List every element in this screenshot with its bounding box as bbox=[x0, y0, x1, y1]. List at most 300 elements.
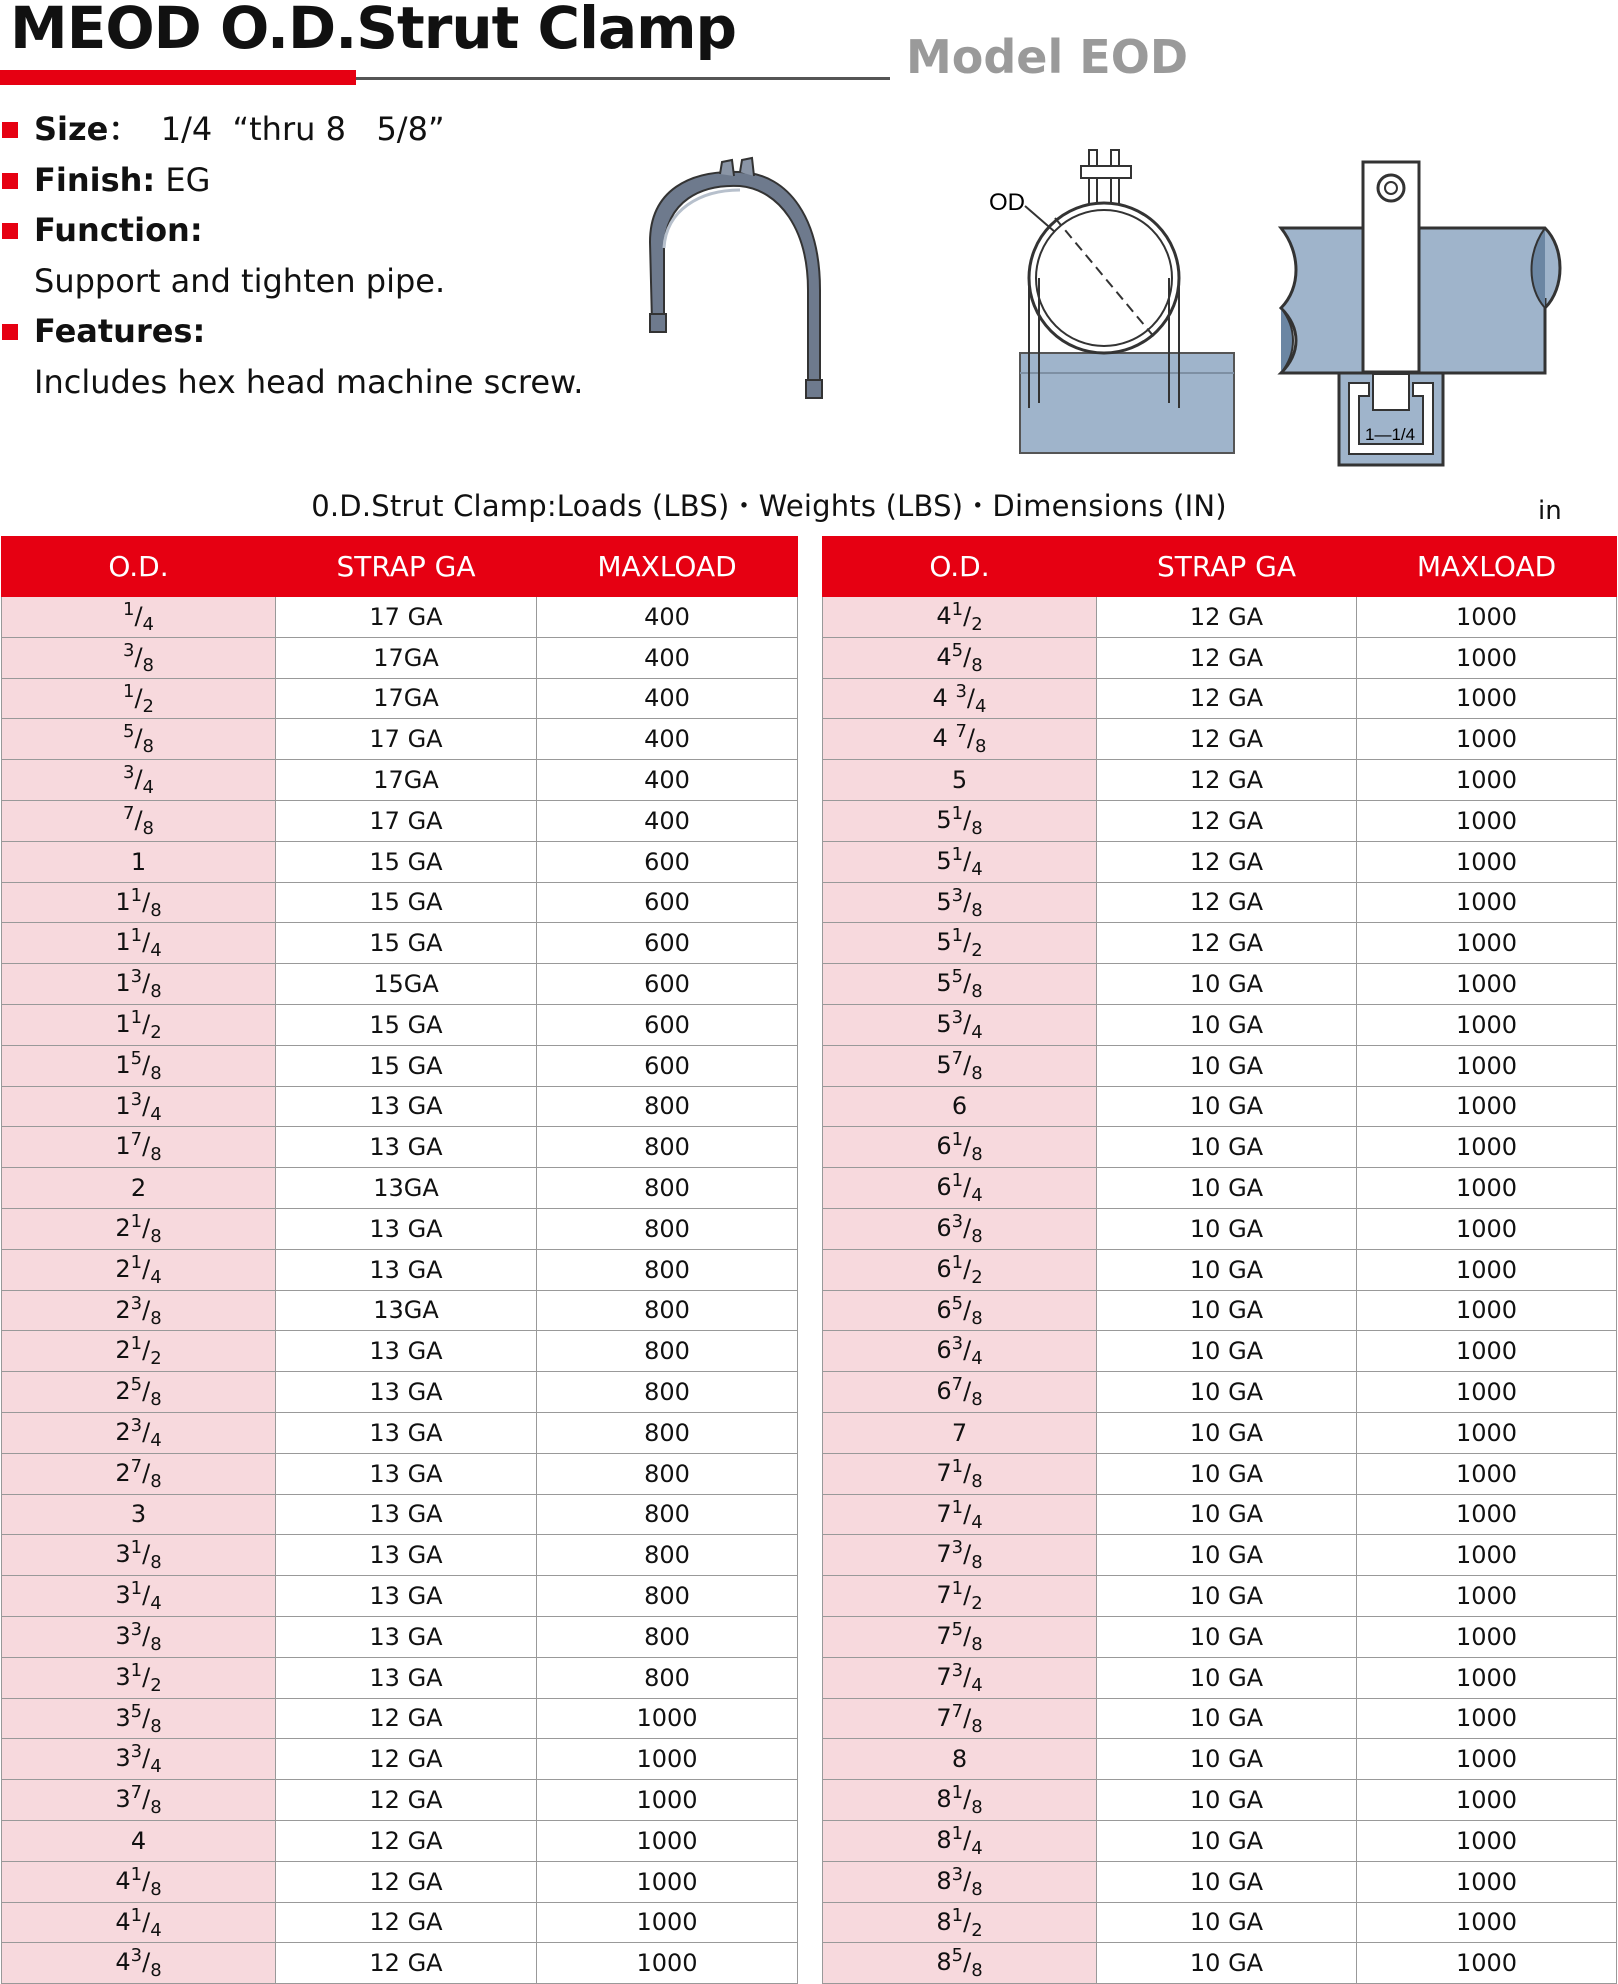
od-denominator: 8 bbox=[142, 736, 154, 758]
od-numerator: 1 bbox=[130, 1659, 143, 1681]
table-row bbox=[823, 719, 1617, 760]
strap-ga-cell: 17 GA bbox=[276, 719, 537, 760]
od-numerator: 1 bbox=[130, 1251, 143, 1273]
table-row bbox=[2, 1086, 798, 1127]
od-whole: 5 bbox=[936, 805, 952, 834]
maxload-cell: 800 bbox=[537, 1208, 798, 1249]
table-row bbox=[823, 1290, 1617, 1331]
od-cell: $5^3/_4$ bbox=[823, 1004, 1097, 1045]
od-cell: $^1/_2$ bbox=[2, 678, 276, 719]
od-numerator: 7 bbox=[123, 802, 135, 824]
od-numerator: 5 bbox=[130, 1047, 143, 1069]
od-whole: 2 bbox=[115, 1417, 131, 1446]
od-denominator: 8 bbox=[975, 736, 987, 758]
od-numerator: 3 bbox=[951, 1333, 964, 1355]
od-whole: 4 bbox=[115, 1907, 131, 1936]
maxload-cell: 400 bbox=[537, 760, 798, 801]
od-denominator: 8 bbox=[150, 1062, 162, 1084]
od-whole: 1 bbox=[115, 887, 131, 916]
channel-side-view-figure bbox=[1275, 158, 1565, 468]
od-cell: $4^1/_8$ bbox=[2, 1861, 276, 1902]
od-whole: 3 bbox=[115, 1540, 131, 1569]
od-whole: 5 bbox=[936, 1050, 952, 1079]
od-numerator: 1 bbox=[130, 925, 143, 947]
strap-ga-cell: 13 GA bbox=[276, 1331, 537, 1372]
od-numerator: 3 bbox=[130, 1741, 143, 1763]
od-denominator: 4 bbox=[971, 1348, 983, 1370]
od-denominator: 4 bbox=[150, 940, 162, 962]
strap-ga-cell: 17 GA bbox=[276, 800, 537, 841]
maxload-cell: 1000 bbox=[537, 1780, 798, 1821]
strap-ga-cell: 15GA bbox=[276, 964, 537, 1005]
maxload-cell: 1000 bbox=[537, 1861, 798, 1902]
od-denominator: 8 bbox=[971, 1062, 983, 1084]
od-whole: 7 bbox=[936, 1703, 952, 1732]
od-numerator: 3 bbox=[951, 1210, 964, 1232]
od-numerator: 3 bbox=[130, 1414, 143, 1436]
od-whole: 2 bbox=[115, 1295, 131, 1324]
table-row bbox=[823, 597, 1617, 638]
table-row bbox=[2, 719, 798, 760]
table-row bbox=[2, 1820, 798, 1861]
od-whole: 7 bbox=[936, 1662, 952, 1691]
od-cell: $2^5/_8$ bbox=[2, 1372, 276, 1413]
strap-ga-cell: 13 GA bbox=[276, 1535, 537, 1576]
model-label: Model EOD bbox=[906, 30, 1188, 84]
od-whole: 6 bbox=[936, 1173, 952, 1202]
strap-ga-cell: 13 GA bbox=[276, 1453, 537, 1494]
table-row bbox=[2, 1535, 798, 1576]
od-numerator: 1 bbox=[130, 1863, 143, 1885]
od-cell: 4 $^3/_4$ bbox=[823, 678, 1097, 719]
od-numerator: 1 bbox=[130, 1537, 143, 1559]
od-numerator: 3 bbox=[951, 884, 964, 906]
od-cell: $3^1/_8$ bbox=[2, 1535, 276, 1576]
strap-ga-cell: 10 GA bbox=[1097, 1698, 1357, 1739]
od-denominator: 4 bbox=[150, 1266, 162, 1288]
od-numerator: 1 bbox=[951, 1251, 964, 1273]
od-whole: 5 bbox=[936, 928, 952, 957]
table-row bbox=[2, 1290, 798, 1331]
od-denominator: 4 bbox=[142, 613, 154, 635]
od-numerator: 5 bbox=[951, 1945, 964, 1967]
od-cell: $^3/_8$ bbox=[2, 637, 276, 678]
strap-ga-cell: 10 GA bbox=[1097, 1168, 1357, 1209]
strap-ga-cell: 13 GA bbox=[276, 1616, 537, 1657]
header-od: O.D. bbox=[823, 537, 1097, 597]
od-cell: $3^3/_8$ bbox=[2, 1616, 276, 1657]
table-row bbox=[2, 1657, 798, 1698]
strap-ga-cell: 13GA bbox=[276, 1168, 537, 1209]
od-cell: $5^1/_4$ bbox=[823, 841, 1097, 882]
table-row bbox=[2, 841, 798, 882]
maxload-cell: 800 bbox=[537, 1372, 798, 1413]
table-row bbox=[2, 800, 798, 841]
od-denominator: 8 bbox=[150, 1144, 162, 1166]
od-whole: 8 bbox=[951, 1745, 968, 1774]
od-numerator: 3 bbox=[130, 1618, 143, 1640]
od-denominator: 4 bbox=[150, 1103, 162, 1125]
strap-ga-cell: 13 GA bbox=[276, 1657, 537, 1698]
od-denominator: 8 bbox=[971, 1960, 983, 1982]
od-whole: 8 bbox=[936, 1785, 952, 1814]
maxload-cell: 1000 bbox=[537, 1902, 798, 1943]
table-row bbox=[2, 882, 798, 923]
od-denominator: 8 bbox=[150, 1225, 162, 1247]
strap-ga-cell: 13 GA bbox=[276, 1127, 537, 1168]
od-whole: 7 bbox=[936, 1499, 952, 1528]
od-cell: $6^1/_4$ bbox=[823, 1168, 1097, 1209]
od-cell: $4^1/_4$ bbox=[2, 1902, 276, 1943]
od-whole: 4 bbox=[936, 642, 952, 671]
od-cell: $5^1/_2$ bbox=[823, 923, 1097, 964]
maxload-cell: 600 bbox=[537, 882, 798, 923]
od-numerator: 1 bbox=[951, 1822, 964, 1844]
od-cell: $7^3/_8$ bbox=[823, 1535, 1097, 1576]
table-row bbox=[2, 1453, 798, 1494]
od-cell: $1^1/_8$ bbox=[2, 882, 276, 923]
header-maxload: MAXLOAD bbox=[537, 537, 798, 597]
od-numerator: 5 bbox=[130, 1374, 143, 1396]
maxload-cell: 1000 bbox=[537, 1698, 798, 1739]
od-numerator: 1 bbox=[130, 1210, 143, 1232]
od-denominator: 4 bbox=[975, 695, 987, 717]
od-denominator: 2 bbox=[971, 1266, 983, 1288]
strap-ga-cell: 12 GA bbox=[1097, 597, 1357, 638]
table-row bbox=[2, 1331, 798, 1372]
maxload-cell: 600 bbox=[537, 841, 798, 882]
table-row bbox=[823, 1494, 1617, 1535]
od-cell: $2^7/_8$ bbox=[2, 1453, 276, 1494]
spec-size-label: Size： bbox=[34, 110, 141, 148]
od-whole: 3 bbox=[115, 1703, 131, 1732]
table-row bbox=[2, 964, 798, 1005]
spec-size-value: 1/4 “thru 8 5/8” bbox=[140, 110, 445, 148]
maxload-cell: 1000 bbox=[1357, 1372, 1617, 1413]
strap-ga-cell: 13 GA bbox=[276, 1372, 537, 1413]
maxload-cell: 1000 bbox=[1357, 1208, 1617, 1249]
table-row bbox=[823, 1943, 1617, 1984]
maxload-cell: 1000 bbox=[1357, 1616, 1617, 1657]
od-numerator: 1 bbox=[951, 1170, 964, 1192]
maxload-cell: 1000 bbox=[1357, 800, 1617, 841]
bullet-icon bbox=[2, 223, 18, 239]
od-denominator: 8 bbox=[142, 654, 154, 676]
strap-ga-cell: 13GA bbox=[276, 1290, 537, 1331]
maxload-cell: 1000 bbox=[1357, 1902, 1617, 1943]
table-header-row bbox=[823, 537, 1617, 597]
strap-ga-cell: 15 GA bbox=[276, 841, 537, 882]
table-row bbox=[823, 841, 1617, 882]
table-row bbox=[823, 923, 1617, 964]
maxload-cell: 800 bbox=[537, 1535, 798, 1576]
table-row bbox=[823, 1616, 1617, 1657]
od-cell bbox=[2, 841, 276, 882]
od-whole: 5 bbox=[951, 766, 968, 795]
strap-ga-cell: 13 GA bbox=[276, 1249, 537, 1290]
od-denominator: 4 bbox=[971, 1674, 983, 1696]
od-cell: $2^1/_2$ bbox=[2, 1331, 276, 1372]
od-numerator: 1 bbox=[951, 1496, 964, 1518]
od-numerator: 7 bbox=[130, 1129, 143, 1151]
maxload-cell: 1000 bbox=[1357, 1331, 1617, 1372]
maxload-cell: 1000 bbox=[1357, 637, 1617, 678]
od-numerator: 5 bbox=[951, 1292, 964, 1314]
od-whole: 3 bbox=[115, 1581, 131, 1610]
table-row bbox=[2, 1249, 798, 1290]
load-table-left bbox=[1, 536, 798, 1984]
table-row bbox=[2, 1739, 798, 1780]
od-whole: 4 bbox=[932, 683, 956, 712]
header-strap-ga: STRAP GA bbox=[1097, 537, 1357, 597]
table-body-right bbox=[823, 597, 1617, 1984]
od-numerator: 5 bbox=[130, 1700, 143, 1722]
od-denominator: 8 bbox=[971, 1552, 983, 1574]
spec-features-text bbox=[0, 357, 583, 408]
od-numerator: 1 bbox=[123, 680, 135, 702]
table-row bbox=[2, 1208, 798, 1249]
od-cell bbox=[2, 1820, 276, 1861]
od-numerator: 1 bbox=[951, 599, 964, 620]
od-denominator: 8 bbox=[150, 1796, 162, 1818]
table-row bbox=[823, 800, 1617, 841]
od-cell: $1^1/_4$ bbox=[2, 923, 276, 964]
maxload-cell: 400 bbox=[537, 719, 798, 760]
table-row bbox=[2, 1494, 798, 1535]
maxload-cell: 1000 bbox=[1357, 1698, 1617, 1739]
maxload-cell: 1000 bbox=[1357, 1535, 1617, 1576]
table-body-left bbox=[2, 597, 798, 1984]
strap-ga-cell: 10 GA bbox=[1097, 1861, 1357, 1902]
table-row bbox=[823, 1168, 1617, 1209]
od-cell bbox=[823, 1412, 1097, 1453]
od-whole: 1 bbox=[115, 969, 131, 998]
table-row bbox=[823, 1372, 1617, 1413]
table-row bbox=[823, 1820, 1617, 1861]
table-row bbox=[2, 1861, 798, 1902]
strap-ga-cell: 10 GA bbox=[1097, 1657, 1357, 1698]
od-denominator: 2 bbox=[150, 1348, 162, 1370]
table-row bbox=[823, 1045, 1617, 1086]
od-denominator: 8 bbox=[150, 1388, 162, 1410]
od-whole: 7 bbox=[936, 1581, 952, 1610]
od-cell: $8^1/_8$ bbox=[823, 1780, 1097, 1821]
od-numerator: 1 bbox=[951, 1578, 964, 1600]
table-row bbox=[2, 1943, 798, 1984]
table-row bbox=[823, 964, 1617, 1005]
spec-features-label: Features: bbox=[34, 312, 206, 350]
strap-ga-cell: 12 GA bbox=[276, 1780, 537, 1821]
page-title: MEOD O.D.Strut Clamp bbox=[10, 0, 737, 62]
table-row bbox=[2, 1372, 798, 1413]
strap-ga-cell: 10 GA bbox=[1097, 1453, 1357, 1494]
od-numerator: 3 bbox=[951, 1006, 964, 1028]
od-cell: $2^3/_8$ bbox=[2, 1290, 276, 1331]
table-row bbox=[2, 1902, 798, 1943]
bullet-icon bbox=[2, 324, 18, 340]
od-denominator: 2 bbox=[150, 1674, 162, 1696]
od-whole: 8 bbox=[936, 1866, 952, 1895]
od-whole: 1 bbox=[115, 1050, 131, 1079]
od-cell: $6^1/_2$ bbox=[823, 1249, 1097, 1290]
od-denominator: 8 bbox=[971, 817, 983, 839]
table-row bbox=[823, 1698, 1617, 1739]
od-whole: 6 bbox=[936, 1132, 952, 1161]
maxload-cell: 1000 bbox=[1357, 882, 1617, 923]
channel-dimension-label: 1—1/4 bbox=[1365, 425, 1416, 444]
maxload-cell: 800 bbox=[537, 1127, 798, 1168]
od-label: OD bbox=[989, 189, 1025, 216]
strap-ga-cell: 10 GA bbox=[1097, 1902, 1357, 1943]
od-cell: $^1/_4$ bbox=[2, 597, 276, 638]
od-numerator: 5 bbox=[123, 721, 135, 743]
table-row bbox=[823, 882, 1617, 923]
od-numerator: 3 bbox=[123, 762, 135, 784]
od-whole: 5 bbox=[936, 1009, 952, 1038]
table-row bbox=[2, 1004, 798, 1045]
od-numerator: 5 bbox=[951, 639, 964, 661]
table-row bbox=[2, 1168, 798, 1209]
header-maxload: MAXLOAD bbox=[1357, 537, 1617, 597]
maxload-cell: 1000 bbox=[1357, 719, 1617, 760]
table-row bbox=[2, 1616, 798, 1657]
od-cell: $7^5/_8$ bbox=[823, 1616, 1097, 1657]
strap-ga-cell: 10 GA bbox=[1097, 1616, 1357, 1657]
strap-ga-cell: 17GA bbox=[276, 637, 537, 678]
bullet-icon bbox=[2, 173, 18, 189]
table-header-row bbox=[2, 537, 798, 597]
strap-ga-cell: 13 GA bbox=[276, 1494, 537, 1535]
od-denominator: 8 bbox=[971, 1307, 983, 1329]
od-whole: 2 bbox=[130, 1174, 147, 1203]
od-cell bbox=[823, 1739, 1097, 1780]
od-numerator: 7 bbox=[955, 721, 967, 743]
strap-ga-cell: 17 GA bbox=[276, 597, 537, 638]
header-strap-ga: STRAP GA bbox=[276, 537, 537, 597]
od-whole: 1 bbox=[130, 847, 147, 876]
od-numerator: 1 bbox=[951, 1455, 964, 1477]
strap-ga-cell: 10 GA bbox=[1097, 1535, 1357, 1576]
maxload-cell: 1000 bbox=[1357, 923, 1617, 964]
od-cell: $7^3/_4$ bbox=[823, 1657, 1097, 1698]
od-denominator: 8 bbox=[971, 1388, 983, 1410]
od-cell: $1^3/_4$ bbox=[2, 1086, 276, 1127]
unit-label: in bbox=[1538, 496, 1562, 526]
maxload-cell: 1000 bbox=[1357, 1657, 1617, 1698]
od-whole: 5 bbox=[936, 887, 952, 916]
strap-ga-cell: 10 GA bbox=[1097, 1086, 1357, 1127]
strap-ga-cell: 12 GA bbox=[276, 1861, 537, 1902]
maxload-cell: 800 bbox=[537, 1412, 798, 1453]
od-denominator: 8 bbox=[971, 899, 983, 921]
table-row bbox=[823, 1127, 1617, 1168]
od-cell: $6^7/_8$ bbox=[823, 1372, 1097, 1413]
od-numerator: 5 bbox=[951, 1618, 964, 1640]
maxload-cell: 1000 bbox=[537, 1943, 798, 1984]
od-whole: 3 bbox=[115, 1785, 131, 1814]
od-whole: 4 bbox=[130, 1826, 147, 1855]
od-denominator: 4 bbox=[971, 858, 983, 880]
maxload-cell: 1000 bbox=[1357, 1249, 1617, 1290]
od-numerator: 5 bbox=[951, 966, 964, 988]
strap-ga-cell: 12 GA bbox=[1097, 760, 1357, 801]
od-whole: 8 bbox=[936, 1907, 952, 1936]
od-numerator: 7 bbox=[130, 1455, 143, 1477]
od-whole: 7 bbox=[936, 1458, 952, 1487]
maxload-cell: 600 bbox=[537, 964, 798, 1005]
od-denominator: 8 bbox=[971, 980, 983, 1002]
spec-function-text bbox=[0, 256, 583, 307]
maxload-cell: 1000 bbox=[1357, 1086, 1617, 1127]
maxload-cell: 1000 bbox=[537, 1739, 798, 1780]
od-whole: 1 bbox=[115, 1132, 131, 1161]
strap-ga-cell: 12 GA bbox=[276, 1943, 537, 1984]
spec-finish-value: EG bbox=[155, 160, 211, 199]
strap-ga-cell: 10 GA bbox=[1097, 1372, 1357, 1413]
od-numerator: 7 bbox=[951, 1374, 964, 1396]
maxload-cell: 1000 bbox=[537, 1820, 798, 1861]
od-cell: $8^1/_2$ bbox=[823, 1902, 1097, 1943]
maxload-cell: 800 bbox=[537, 1576, 798, 1617]
od-cell: $6^3/_4$ bbox=[823, 1331, 1097, 1372]
od-cell: $3^1/_4$ bbox=[2, 1576, 276, 1617]
od-numerator: 1 bbox=[951, 802, 964, 824]
od-cell: $3^3/_4$ bbox=[2, 1739, 276, 1780]
od-cell: $7^7/_8$ bbox=[823, 1698, 1097, 1739]
od-numerator: 3 bbox=[955, 680, 967, 702]
od-front-view-figure bbox=[985, 148, 1235, 458]
maxload-cell: 1000 bbox=[1357, 760, 1617, 801]
od-cell: $1^1/_2$ bbox=[2, 1004, 276, 1045]
maxload-cell: 400 bbox=[537, 597, 798, 638]
od-numerator: 7 bbox=[951, 1047, 964, 1069]
od-denominator: 2 bbox=[971, 1592, 983, 1614]
maxload-cell: 800 bbox=[537, 1657, 798, 1698]
od-whole: 4 bbox=[115, 1948, 131, 1977]
spec-finish bbox=[0, 155, 583, 206]
od-denominator: 4 bbox=[150, 1429, 162, 1451]
od-numerator: 3 bbox=[130, 1945, 143, 1967]
od-whole: 8 bbox=[936, 1948, 952, 1977]
strap-ga-cell: 12 GA bbox=[1097, 923, 1357, 964]
od-denominator: 2 bbox=[971, 1919, 983, 1941]
od-cell: 4 $^7/_8$ bbox=[823, 719, 1097, 760]
od-denominator: 2 bbox=[150, 1021, 162, 1043]
maxload-cell: 800 bbox=[537, 1290, 798, 1331]
maxload-cell: 400 bbox=[537, 800, 798, 841]
maxload-cell: 1000 bbox=[1357, 1412, 1617, 1453]
od-cell: $1^5/_8$ bbox=[2, 1045, 276, 1086]
od-cell: $2^1/_4$ bbox=[2, 1249, 276, 1290]
od-whole: 5 bbox=[936, 969, 952, 998]
od-denominator: 4 bbox=[971, 1184, 983, 1206]
od-denominator: 4 bbox=[142, 776, 154, 798]
od-denominator: 8 bbox=[971, 1796, 983, 1818]
strap-ga-cell: 10 GA bbox=[1097, 1739, 1357, 1780]
strap-ga-cell: 17GA bbox=[276, 678, 537, 719]
od-denominator: 2 bbox=[971, 940, 983, 962]
strap-ga-cell: 10 GA bbox=[1097, 1290, 1357, 1331]
spec-function-label: Function: bbox=[34, 211, 203, 249]
strap-ga-cell: 10 GA bbox=[1097, 1331, 1357, 1372]
table-caption bbox=[0, 484, 1618, 525]
maxload-cell: 800 bbox=[537, 1086, 798, 1127]
table-row bbox=[823, 1657, 1617, 1698]
od-cell: $3^1/_2$ bbox=[2, 1657, 276, 1698]
od-whole: 2 bbox=[115, 1377, 131, 1406]
od-cell: $5^3/_8$ bbox=[823, 882, 1097, 923]
od-cell: $8^3/_8$ bbox=[823, 1861, 1097, 1902]
